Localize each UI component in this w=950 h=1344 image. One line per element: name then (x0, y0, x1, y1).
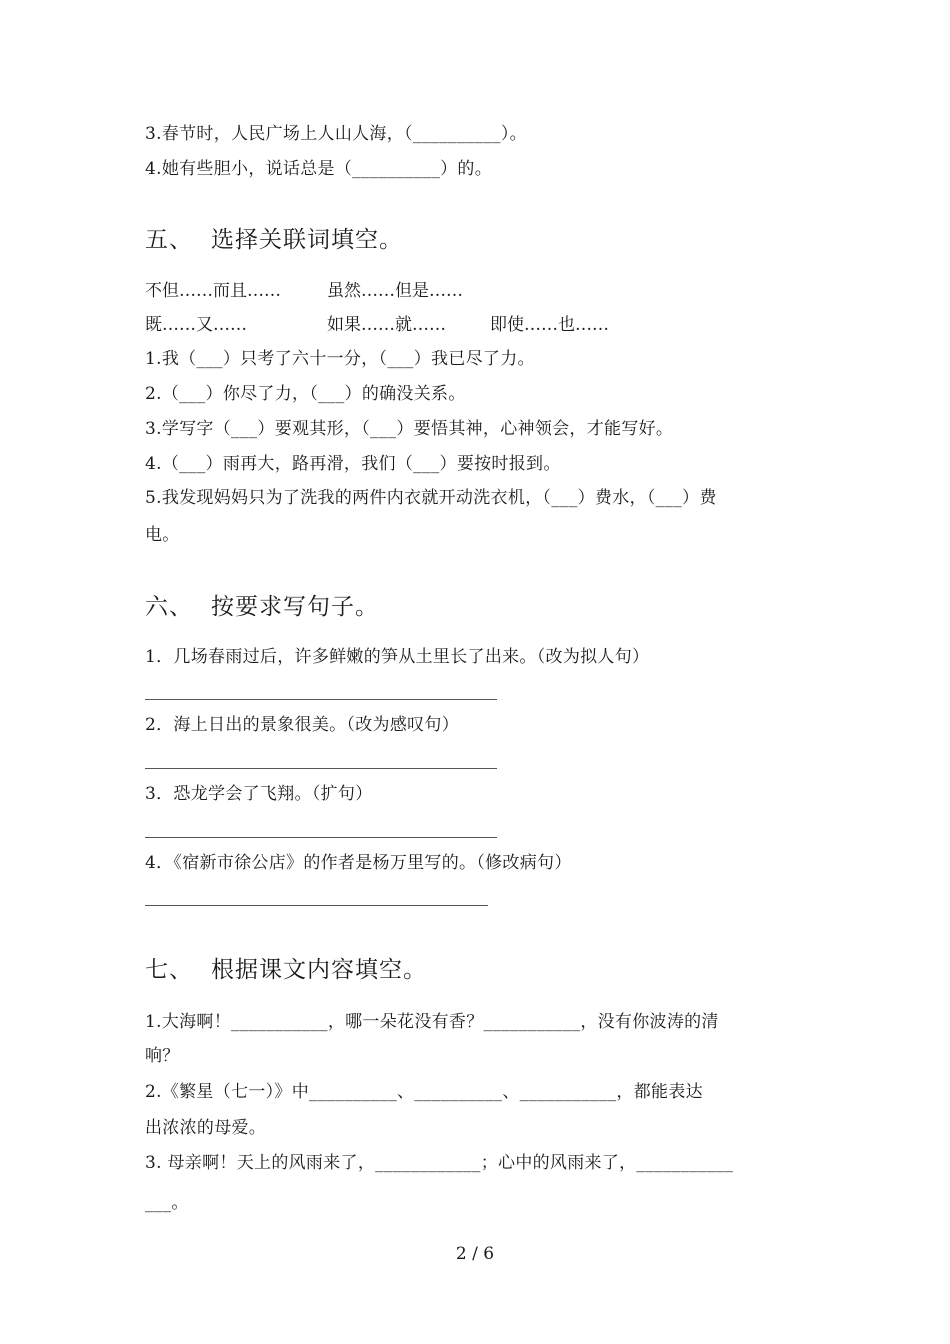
section-title: 按要求写句子。 (211, 594, 379, 620)
answer-line (145, 768, 497, 769)
question-line: 4.（___）雨再大，路再滑，我们（___）要按时报到。 (145, 454, 561, 474)
page-indicator: 2 / 6 (455, 1244, 495, 1264)
question-line: 4.她有些胆小，说话总是（__________）的。 (145, 159, 493, 179)
question-line: 电。 (145, 525, 180, 545)
question-line: 2.《繁星（七一）》中__________、__________、___________，都能表达 (145, 1082, 703, 1102)
section-number: 七、 (145, 957, 193, 983)
question-line: 出浓浓的母爱。 (145, 1118, 267, 1138)
question-line: 1.我（___）只考了六十一分，（___）我已尽了力。 (145, 349, 535, 369)
section-title: 选择关联词填空。 (211, 227, 403, 253)
answer-line (145, 837, 497, 838)
question-line: 3.春节时，人民广场上人山人海，（__________）。 (145, 124, 527, 144)
section-heading-6 (145, 592, 379, 622)
section-heading-7 (145, 955, 427, 985)
question-line: 3.学写字（___）要观其形，（___）要悟其神，心神领会，才能写好。 (145, 419, 674, 439)
question-line: 5.我发现妈妈只为了洗我的两件内衣就开动洗衣机，（___）费水，（___）费 (145, 488, 717, 508)
question-line: 4．《宿新市徐公店》的作者是杨万里写的。（修改病句） (145, 853, 572, 873)
question-line: 2．海上日出的景象很美。（改为感叹句） (145, 715, 460, 735)
section-number: 五、 (145, 227, 193, 253)
conjunction-option: 虽然……但是…… (327, 281, 463, 301)
section-heading-5 (145, 225, 403, 255)
conjunction-option: 如果……就…… (327, 315, 446, 335)
question-line: ___。 (145, 1193, 189, 1213)
conjunction-option: 不但……而且…… (145, 281, 281, 301)
question-line: 3．恐龙学会了飞翔。（扩句） (145, 784, 373, 804)
answer-line (145, 699, 497, 700)
question-line: 3. 母亲啊！天上的风雨来了，____________；心中的风雨来了，___________ (145, 1153, 734, 1173)
section-title: 根据课文内容填空。 (211, 957, 427, 983)
question-line: 响？ (145, 1046, 180, 1066)
question-line: 1．几场春雨过后，许多鲜嫩的笋从土里长了出来。（改为拟人句） (145, 647, 650, 667)
conjunction-option: 既……又…… (145, 315, 247, 335)
answer-line (145, 905, 488, 906)
question-line: 1.大海啊！___________，哪一朵花没有香？___________，没有你波涛的清 (145, 1012, 719, 1032)
conjunction-option: 即使……也…… (490, 315, 609, 335)
question-line: 2.（___）你尽了力，（___）的确没关系。 (145, 384, 466, 404)
section-number: 六、 (145, 594, 193, 620)
